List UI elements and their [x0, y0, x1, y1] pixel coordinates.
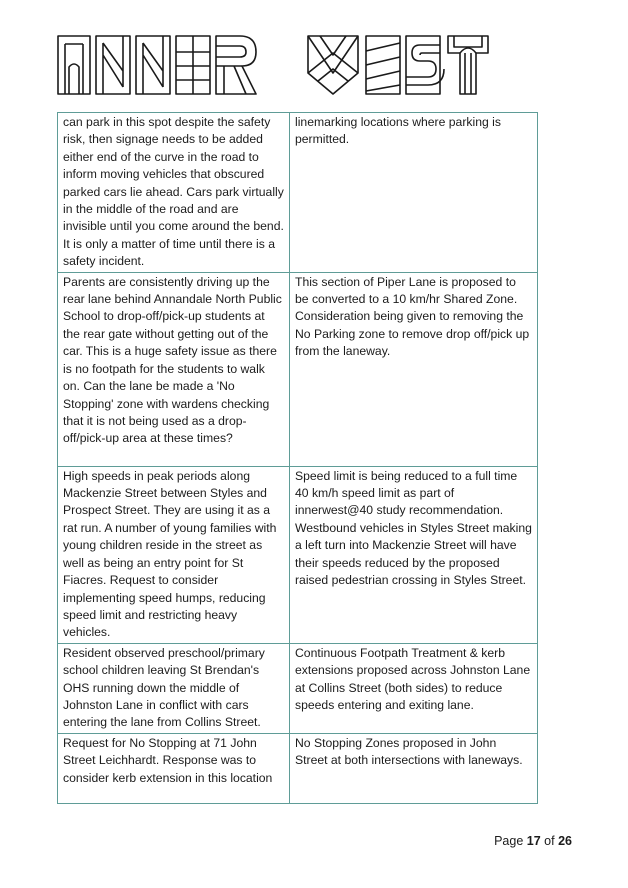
response-table	[57, 112, 538, 804]
response-cell: This section of Piper Lane is proposed to be converted to a 10 km/hr Shared Zone. Consideration being given to removing the No Parking zone to remove drop off/pick up from the laneway.	[290, 272, 538, 466]
page-total: 26	[558, 834, 572, 848]
page-label: Page	[494, 834, 524, 848]
inner-west-logo	[56, 33, 536, 97]
response-cell: Speed limit is being reduced to a full time 40 km/h speed limit as part of innerwest@40 study recommendation. Westbound vehicles in Styles Street making a left turn into Mackenzie Street will have their speeds reduced by the proposed raised pedestrian crossing in Styles Street.	[290, 466, 538, 643]
logo-lettering-graphic	[56, 33, 536, 97]
page-of: of	[544, 834, 555, 848]
request-cell: High speeds in peak periods along Mackenzie Street between Styles and Prospect Street. They are using it as a rat run. A number of young families with young children reside in the street as well as being an entry point for St Fiacres. Request to consider implementing speed humps, reducing speed limit and restricting heavy vehicles.	[58, 466, 290, 643]
table-row	[58, 643, 538, 733]
logo-letter-r	[216, 36, 256, 94]
table-row	[58, 113, 538, 273]
page-number	[494, 834, 572, 848]
logo-letter-n2	[136, 36, 170, 94]
table-row	[58, 466, 538, 643]
logo-letter-e2	[366, 36, 400, 94]
logo-letter-e	[176, 36, 210, 94]
request-cell: Resident observed preschool/primary school children leaving St Brendan's OHS running down the middle of Johnston Lane in conflict with cars entering the lane from Collins Street.	[58, 643, 290, 733]
logo-letter-t	[448, 36, 488, 94]
logo-letter-n1	[96, 36, 130, 94]
logo-letter-s	[406, 36, 444, 94]
logo-letter-w	[308, 36, 358, 94]
response-cell: No Stopping Zones proposed in John Street at both intersections with laneways.	[290, 733, 538, 803]
request-cell: can park in this spot despite the safety risk, then signage needs to be added either end of the curve in the road to inform moving vehicles that obscured parked cars lie ahead. Cars park virtually in the middle of the road and are invisible until you come around the bend. It is only a matter of time until there is a safety incident.	[58, 113, 290, 273]
response-cell: linemarking locations where parking is permitted.	[290, 113, 538, 273]
request-cell: Parents are consistently driving up the rear lane behind Annandale North Public School to drop-off/pick-up students at the rear gate without getting out of the car. This is a huge safety issue as there is no footpath for the students to walk on. Can the lane be made a 'No Stopping' zone with wardens checking that it is not being used as a drop-off/pick-up area at these times?	[58, 272, 290, 466]
request-cell: Request for No Stopping at 71 John Street Leichhardt. Response was to consider kerb extension in this location	[58, 733, 290, 803]
response-cell: Continuous Footpath Treatment & kerb extensions proposed across Johnston Lane at Collins Street (both sides) to reduce speeds entering and exiting lane.	[290, 643, 538, 733]
logo-letter-i	[58, 36, 90, 94]
table-row	[58, 733, 538, 803]
table-row	[58, 272, 538, 466]
page-current: 17	[526, 834, 541, 848]
